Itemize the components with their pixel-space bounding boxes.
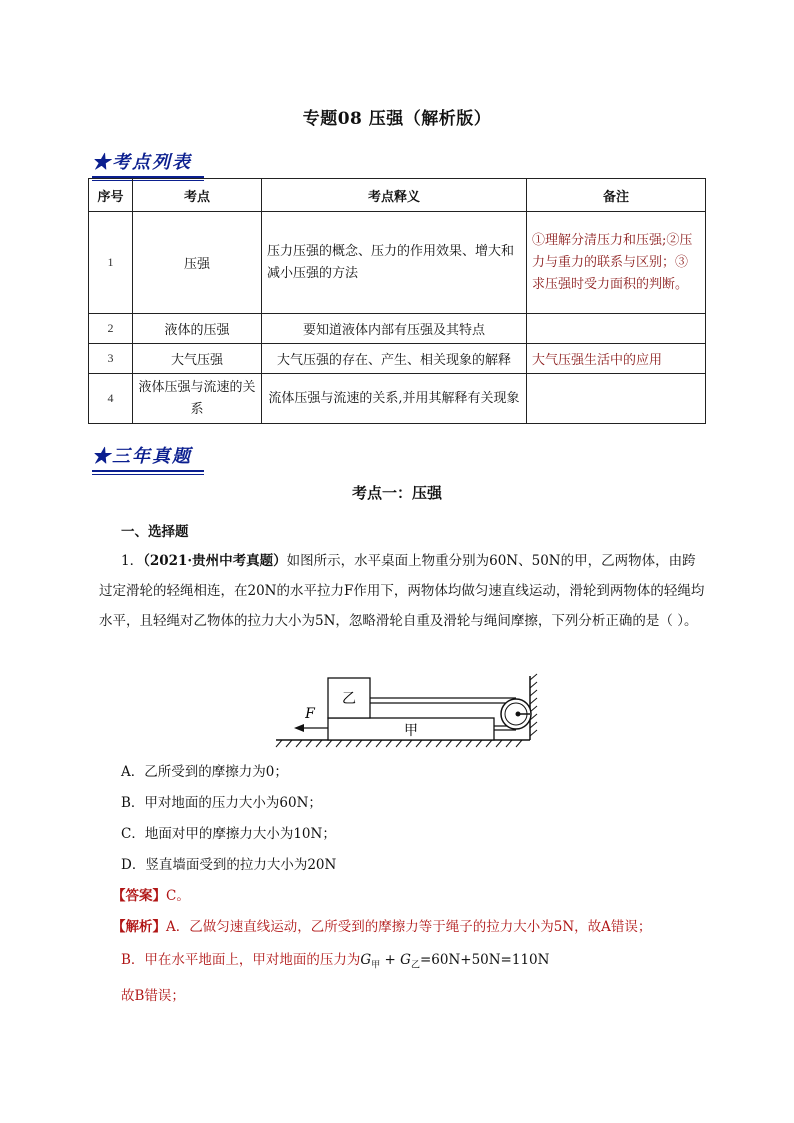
analysis-label: 【解析】 xyxy=(112,919,166,935)
table-cell: 液体的压强 xyxy=(133,314,262,344)
block-jia-label: 甲 xyxy=(404,723,418,739)
analysis-line-b: B．甲在水平地面上，甲对地面的压力为 xyxy=(121,952,361,968)
question-body: 如图所示，水平桌面上物重分别为60N、50N的甲，乙两物体，由跨过定滑轮的轻绳相连，在20N的水平拉力F作用下，两物体均做匀速直线运动，滑轮到两物体的轻绳均水平，且轻绳对乙物体的拉力大小为5N，忽略滑轮自重及滑轮与绳间摩擦，下列分析正确的是（ ）。 xyxy=(99,553,705,629)
block-yi-label: 乙 xyxy=(342,691,356,707)
section-heading-zhenti xyxy=(92,442,192,468)
question-number: 1． xyxy=(121,553,144,569)
table-cell: 3 xyxy=(89,344,133,374)
subscript-yi: 乙 xyxy=(410,960,420,971)
analysis-b2: 故B错误； xyxy=(121,988,185,1004)
option-d: D．竖直墙面受到的拉力大小为20N xyxy=(121,857,337,873)
answer-value: C。 xyxy=(166,888,190,904)
subtitle: 考点一：压强 xyxy=(351,484,442,502)
answer-label: 【答案】 xyxy=(112,888,166,904)
analysis-b: B．甲在水平地面上，甲对地面的压力为$G_甲 + G_乙=60N+50N=110N$ xyxy=(121,952,550,971)
table-cell: 2 xyxy=(89,314,133,344)
section-heading-text: ★三年真题 xyxy=(92,446,192,467)
page-title: 专题08 压强（解析版） xyxy=(302,109,492,129)
table-cell: 液体压强与流速的关系 xyxy=(133,374,262,424)
force-label: F xyxy=(305,706,315,722)
symbol-g2: G xyxy=(400,952,411,968)
question-text xyxy=(99,546,707,636)
table-cell: 4 xyxy=(89,374,133,424)
table-cell xyxy=(527,314,706,344)
table-cell: 要知道液体内部有压强及其特点 xyxy=(262,314,527,344)
table-cell: 压力压强的概念、压力的作用效果、增大和减小压强的方法 xyxy=(262,212,527,314)
analysis-a xyxy=(112,915,651,935)
question-source: （2021·贵州中考真题） xyxy=(143,553,287,569)
option-a: A．乙所受到的摩擦力为0； xyxy=(121,764,288,780)
table-cell: 流体压强与流速的关系,并用其解释有关现象 xyxy=(262,374,527,424)
section-heading-text: ★考点列表 xyxy=(92,152,192,173)
option-b: B．甲对地面的压力大小为60N； xyxy=(121,795,322,811)
symbol-g: G xyxy=(360,952,372,968)
subscript-jia: 甲 xyxy=(371,960,381,971)
question-type: 一、选择题 xyxy=(121,524,189,540)
pulley-diagram xyxy=(272,672,547,750)
option-c: C．地面对甲的摩擦力大小为10N； xyxy=(121,826,336,842)
analysis-equation: =60N+50N=110N xyxy=(419,952,550,968)
table-cell: 1 xyxy=(89,212,133,314)
table-header: 备注 xyxy=(527,179,706,212)
table-cell: 大气压强 xyxy=(133,344,262,374)
table-cell: 压强 xyxy=(133,212,262,314)
table-cell: ①理解分清压力和压强;②压力与重力的联系与区别；③求压强时受力面积的判断。 xyxy=(527,212,706,314)
table-row xyxy=(89,212,706,314)
table-header: 考点 xyxy=(133,179,262,212)
table-row xyxy=(89,314,706,344)
arrow-left-icon xyxy=(294,724,304,732)
section-heading-kaodian xyxy=(92,148,192,174)
answer xyxy=(112,884,190,904)
table-row xyxy=(89,344,706,374)
table-cell: 大气压强的存在、产生、相关现象的解释 xyxy=(262,344,527,374)
table-header: 序号 xyxy=(89,179,133,212)
analysis-line-a: A．乙做匀速直线运动，乙所受到的摩擦力等于绳子的拉力大小为5N，故A错误； xyxy=(166,919,652,935)
table-cell: 大气压强生活中的应用 xyxy=(527,344,706,374)
table-cell xyxy=(527,374,706,424)
table-row xyxy=(89,374,706,424)
table-header: 考点释义 xyxy=(262,179,527,212)
table-header-row xyxy=(89,179,706,212)
kaodian-table xyxy=(88,178,706,424)
